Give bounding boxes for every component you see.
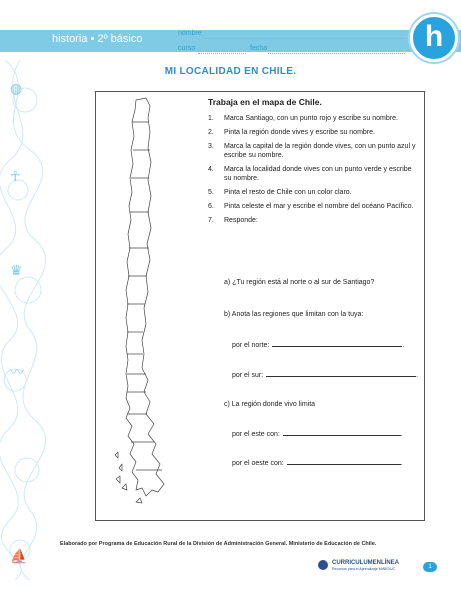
answer-west-label: por el oeste con: bbox=[232, 460, 284, 467]
instruction-number: 4. bbox=[208, 166, 214, 173]
subject-label: historia bbox=[52, 33, 88, 45]
footer-credit: Elaborado por Programa de Educación Rural de la División de Administración General. Ministerio de Educación de Chile. bbox=[60, 541, 377, 547]
chile-map[interactable] bbox=[96, 92, 196, 520]
instruction-item bbox=[208, 202, 418, 211]
instructions-list bbox=[208, 114, 418, 225]
instruction-number: 3. bbox=[208, 143, 214, 150]
page-title: MI LOCALIDAD EN CHILE. bbox=[164, 66, 297, 77]
answer-north-end: . bbox=[402, 342, 405, 349]
answer-east-line[interactable] bbox=[283, 435, 401, 436]
answer-west-end: . bbox=[400, 460, 403, 467]
instruction-item bbox=[208, 128, 418, 137]
instruction-number: 2. bbox=[208, 129, 214, 136]
instruction-text: Marca la localidad donde vives con un punto verde y escribe su nombre. bbox=[224, 166, 412, 182]
answer-north bbox=[232, 342, 404, 349]
grade-label: 2º básico bbox=[97, 33, 143, 45]
curriculum-tagline: Recursos para el Aprendizaje MINEDUC bbox=[332, 567, 396, 571]
answer-east bbox=[232, 431, 403, 438]
answer-east-end: . bbox=[400, 431, 403, 438]
instruction-text: Responde: bbox=[224, 217, 258, 224]
instruction-text: Pinta la región donde vives y escribe su nombre. bbox=[224, 129, 375, 136]
question-c: c) La región donde vivo limita bbox=[224, 401, 316, 408]
bird-icon: 〰 bbox=[10, 364, 24, 380]
answer-north-line[interactable] bbox=[272, 346, 402, 347]
instruction-item bbox=[208, 188, 418, 197]
history-logo: h bbox=[410, 14, 458, 62]
margin-swirl-decoration bbox=[0, 60, 50, 580]
answer-north-label: por el norte: bbox=[232, 342, 270, 349]
instruction-number: 5. bbox=[208, 189, 214, 196]
instruction-number: 6. bbox=[208, 203, 214, 210]
instructions-heading: Trabaja en el mapa de Chile. bbox=[208, 97, 322, 107]
explorer-figure-icon: ☥ bbox=[10, 168, 21, 184]
instruction-number: 7. bbox=[208, 217, 214, 224]
page-number: 1 bbox=[423, 562, 437, 572]
name-label: nombre bbox=[178, 30, 202, 37]
date-label: fecha bbox=[250, 45, 268, 52]
crown-icon: ♛ bbox=[10, 262, 23, 278]
question-a: a) ¿Tu región está al norte o al sur de Santiago? bbox=[224, 279, 375, 286]
instruction-item bbox=[208, 165, 418, 183]
instruction-text: Marca la capital de la región donde vives, con un punto azul y escribe su nombre. bbox=[224, 143, 416, 159]
answer-south-label: por el sur: bbox=[232, 372, 264, 379]
name-field[interactable] bbox=[205, 38, 405, 39]
course-field[interactable] bbox=[198, 53, 246, 54]
instruction-item bbox=[208, 216, 418, 225]
instruction-text: Pinta celeste el mar y escribe el nombre del océano Pacífico. bbox=[224, 203, 414, 210]
answer-south bbox=[232, 372, 418, 379]
answer-south-line[interactable] bbox=[266, 376, 416, 377]
curriculum-logo-icon bbox=[318, 560, 328, 570]
answer-west-line[interactable] bbox=[287, 464, 401, 465]
instruction-text: Pinta el resto de Chile con un color claro. bbox=[224, 189, 352, 196]
course-label: curso bbox=[178, 45, 196, 52]
answer-east-label: por el este con: bbox=[232, 431, 280, 438]
globe-icon: ◍ bbox=[10, 80, 23, 96]
answer-west bbox=[232, 460, 403, 467]
instruction-item bbox=[208, 142, 418, 160]
question-b: b) Anota las regiones que limitan con la tuya: bbox=[224, 311, 364, 318]
instructions-panel bbox=[208, 98, 418, 230]
answer-south-end: . bbox=[416, 372, 419, 379]
subject-separator: • bbox=[90, 33, 95, 45]
instruction-text: Marca Santiago, con un punto rojo y escribe su nombre. bbox=[224, 115, 398, 122]
ship-icon: ⛵ bbox=[10, 548, 28, 564]
instruction-item bbox=[208, 114, 418, 123]
instruction-number: 1. bbox=[208, 115, 214, 122]
date-field[interactable] bbox=[268, 53, 405, 54]
curriculum-brand: CURRICULUMENLÍNEA bbox=[332, 560, 399, 566]
subject-grade bbox=[52, 33, 142, 45]
